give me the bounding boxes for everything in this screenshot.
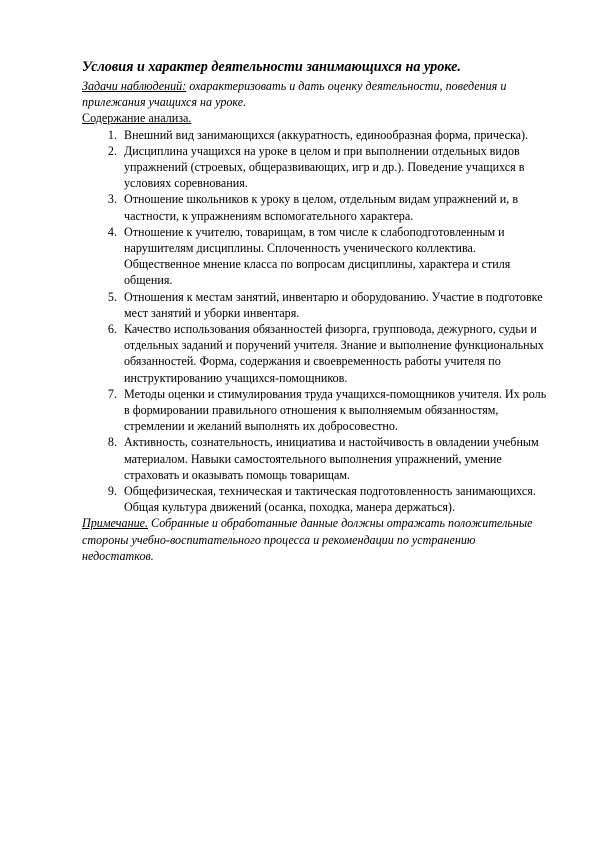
note-paragraph: [82, 515, 548, 564]
analysis-list: [82, 127, 548, 516]
tasks-text: охарактеризовать и дать оценку деятельности, поведения и прилежания учащихся на уроке.: [82, 79, 507, 110]
list-item: 6. Качество использования обязанностей физорга, групповода, дежурного, судьи и отдельных заданий и поручений учителя. Знание и выполнение функциональных обязанностей. Форма, содержания и своевременность работы учителя по инструктированию учащихся-помощников.: [120, 321, 548, 386]
note-text: Собранные и обработанные данные должны отражать положительные стороны учебно-воспитательного процесса и рекомендации по устранению недостатков.: [82, 516, 533, 563]
list-item: 5. Отношения к местам занятий, инвентарю и оборудованию. Участие в подготовке мест занятий и уборки инвентаря.: [120, 289, 548, 321]
note-label: Примечание.: [82, 516, 149, 531]
document-title: Условия и характер деятельности занимающихся на уроке.: [82, 59, 461, 75]
list-item: 3. Отношение школьников к уроку в целом, отдельным видам упражнений и, в частности, к упражнениям вспомогательного характера.: [120, 191, 548, 223]
list-item: 8. Активность, сознательность, инициатива и настойчивость в овладении учебным материалом. Навыки самостоятельного выполнения упражнений, умение страховать и оказывать помощь товарищам.: [120, 434, 548, 483]
list-item: 7. Методы оценки и стимулирования труда учащихся-помощников учителя. Их роль в формировании правильного отношения к выполняемым обязанностям, стремлении и желаний выполнять их добросовестно.: [120, 386, 548, 435]
list-item: 2. Дисциплина учащихся на уроке в целом и при выполнении отдельных видов упражнений (строевых, общеразвивающих, игр и др.). Поведение учащихся в условиях соревнования.: [120, 143, 548, 192]
list-item: 1. Внешний вид занимающихся (аккуратность, единообразная форма, прическа).: [120, 127, 548, 143]
tasks-paragraph: [82, 78, 548, 110]
content-label: Содержание анализа.: [82, 111, 192, 126]
list-item: 4. Отношение к учителю, товарищам, в том числе к слабоподготовленным и нарушителям дисциплины. Сплоченность ученического коллектива. Общественное мнение класса по вопросам дисциплины, характера и стиля общения.: [120, 224, 548, 289]
document-page: [82, 58, 548, 564]
list-item: 9. Общефизическая, техническая и тактическая подготовленность занимающихся. Общая культура движений (осанка, походка, манера держаться).: [120, 483, 548, 515]
tasks-label: Задачи наблюдений:: [82, 79, 187, 93]
